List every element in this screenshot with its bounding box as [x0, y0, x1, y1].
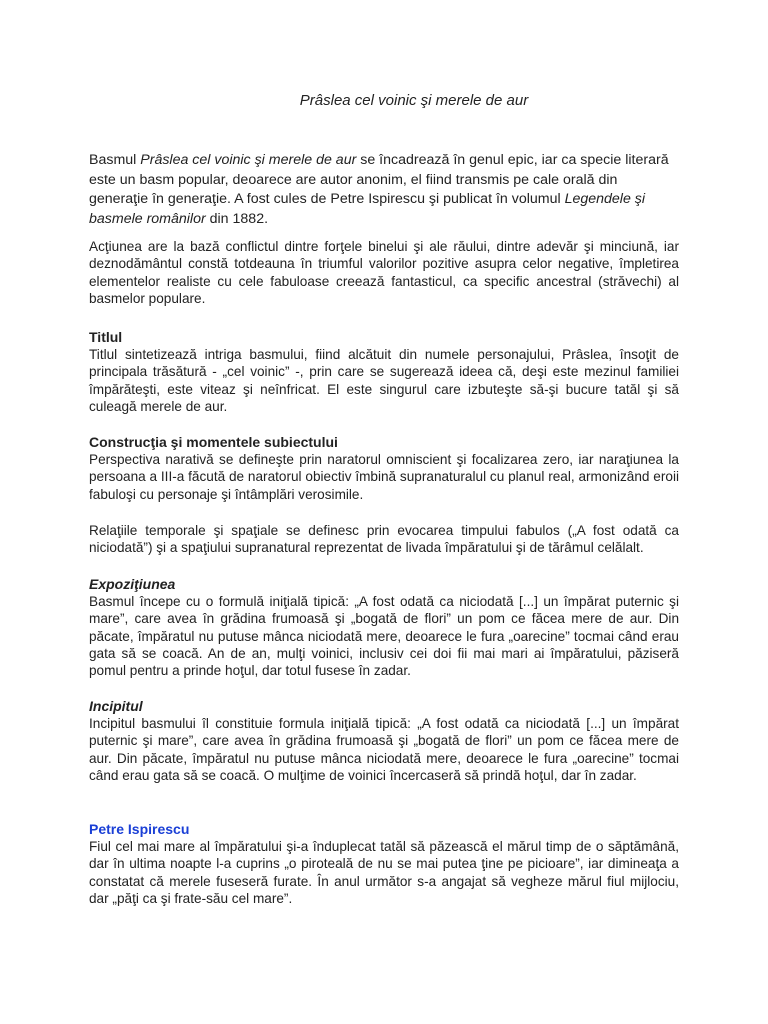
section-heading-titlul: Titlul [89, 329, 123, 345]
intro-text-2: se încadrează în genul epic, iar ca specie literară este un basm popular, deoarece are autor anonim, el fiind transmis pe cale orală din generaţie în generaţie. A fost cules de Petre Ispirescu şi publicat în volumul [89, 152, 669, 207]
section-incipitul [89, 698, 679, 784]
section-heading-expozitiunea: Expoziţiunea [89, 576, 176, 592]
section-text-petre-ispirescu: Fiul cel mai mare al împăratului şi-a înduplecat tatăl să păzească el mărul timp de o săptămână, dar în ultima noapte l-a cuprins „o piroteală de nu se mai putea ţine pe picioare”, iar dimineaţa a constatat că merele fuseseră furate. În anul următor s-a angajat să vegheze mărul fiul mijlociu, dar „păţi ca şi frate-său cel mare”. [89, 839, 679, 906]
section-text-constructia: Perspectiva narativă se defineşte prin naratorul omniscient şi focalizarea zero, iar naraţiunea la persoana a III-a făcută de naratorul obiectiv îmbină supranaturalul cu planul real, armonizând eroii fabuloşi cu personaje şi întâmplări verosimile. [89, 452, 679, 502]
section-text-relatii: Relaţiile temporale şi spaţiale se definesc prin evocarea timpului fabulos („A fost odată ca niciodată”) şi a spaţiului supranatural reprezentat de livada împăratului şi de tărâmul celălalt. [89, 523, 679, 556]
intro-text-1: Basmul [89, 152, 141, 168]
section-petre-ispirescu [89, 821, 679, 907]
intro-paragraph [89, 151, 679, 229]
intro-book-title: Prâslea cel voinic şi merele de aur [140, 152, 357, 168]
section-heading-petre-ispirescu: Petre Ispirescu [89, 821, 190, 837]
intro-volume-title: Legendele şi basmele românilor [89, 191, 646, 227]
conflict-paragraph: Acţiunea are la bază conflictul dintre forţele binelui şi ale răului, dintre adevăr şi minciună, iar deznodământul constă totdeauna în triumful valorilor pozitive asupra celor negative, împletirea elementelor realiste cu cele fabuloase creează fantasticul, ca specific ancestral (străvechi) al basmelor populare. [89, 239, 679, 306]
section-heading-incipitul: Incipitul [89, 698, 143, 714]
section-expozitiunea [89, 576, 679, 679]
page-title: Prâslea cel voinic şi merele de aur [299, 92, 529, 109]
intro-text-3: din 1882. [205, 210, 269, 227]
section-heading-constructia: Construcţia şi momentele subiectului [89, 434, 338, 450]
section-titlul [89, 329, 679, 415]
section-text-expozitiunea: Basmul începe cu o formulă iniţială tipică: „A fost odată ca niciodată [...] un împărat puternic şi mare”, care avea în grădina frumoasă şi „bogată de flori” un pom ce făcea mere de aur. Din păcate, împăratul nu putuse mânca niciodată mere, deoarece le fura „oarecine” tocmai când erau gata să se coacă. An de an, mulţi voinici, inclusiv cei doi fii mai mari ai împăratului, păziseră pomul pentru a prinde hoţul, dar totul fusese în zadar. [89, 594, 679, 679]
section-text-titlul: Titlul sintetizează intriga basmului, fiind alcătuit din numele personajului, Prâslea, însoţit de principala trăsătură - „cel voinic” -, prin care se sugerează ideea că, deşi este mezinul familiei împărăteşti, este viteaz şi neînfricat. El este singurul care izbuteşte să-şi bucure tatăl şi să culeagă merele de aur. [89, 347, 679, 414]
section-text-incipitul: Incipitul basmului îl constituie formula iniţială tipică: „A fost odată ca niciodată [...] un împărat puternic şi mare”, care avea în grădina frumoasă şi „bogată de flori” un pom ce făcea mere de aur. Din păcate, împăratul nu putuse mânca niciodată mere, deoarece le fura „oarecine” tocmai când erau gata să se coacă. O mulţime de voinici încercaseră să prindă hoţul, dar în zadar. [89, 716, 679, 783]
section-constructia [89, 434, 679, 503]
section-relatii [89, 522, 679, 557]
